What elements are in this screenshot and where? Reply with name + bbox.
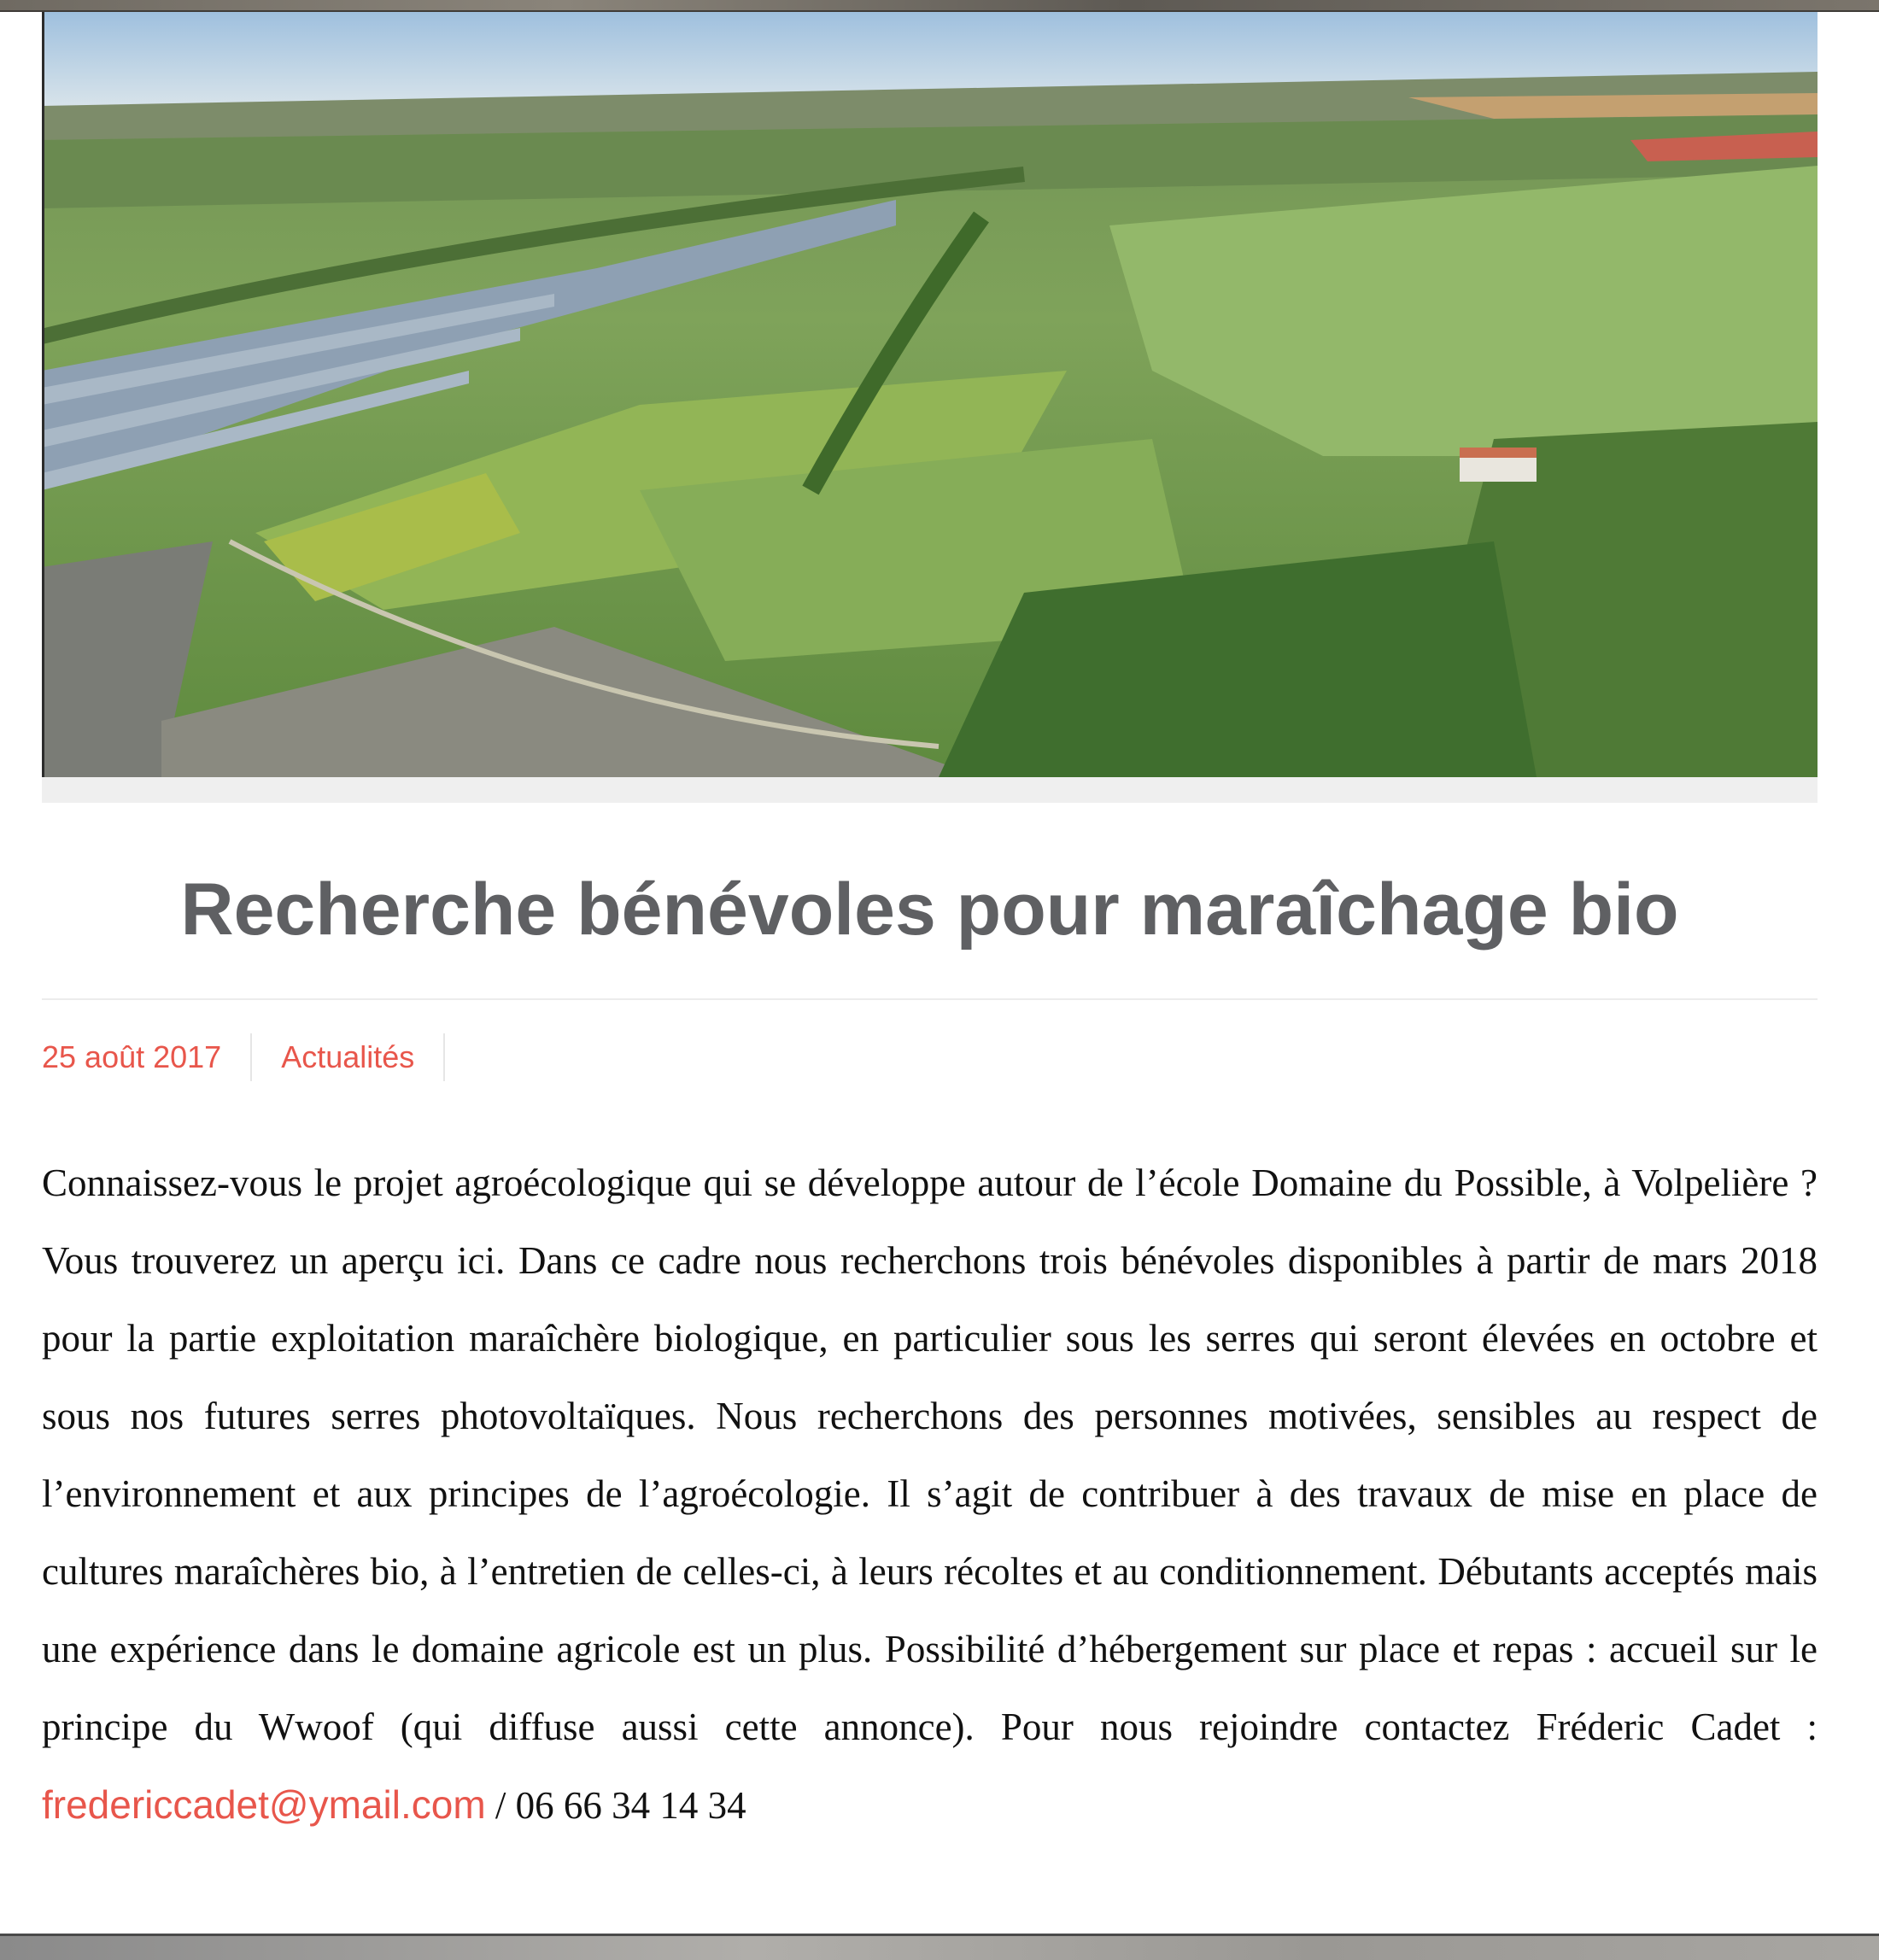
window-frame-bottom (0, 1934, 1879, 1960)
contact-email-link[interactable]: fredericcadet@ymail.com (42, 1782, 486, 1827)
article-category-link[interactable]: Actualités (252, 1033, 445, 1081)
title-divider (42, 998, 1818, 1000)
image-caption-strip (42, 777, 1818, 803)
article-title: Recherche bénévoles pour maraîchage bio (180, 869, 1679, 951)
contact-phone: / 06 66 34 14 34 (485, 1784, 746, 1827)
article-date[interactable]: 25 août 2017 (42, 1033, 252, 1081)
article-body (42, 1144, 1818, 1845)
article-body-text: Connaissez-vous le projet agroécologique qui se développe autour de l’école Domaine du Possible, à Volpelière ? Vous trouverez un aperçu ici. Dans ce cadre nous recherchons trois bénévoles disponibles à partir de mars 2018 pour la partie exploitation maraîchère biologique, en particulier sous les serres qui seront élevées en octobre et sous nos futures serres photovoltaïques. Nous recherchons des personnes motivées, sensibles au respect de l’environnement et aux principes de l’agroécologie. Il s’agit de contribuer à des travaux de mise en place de cultures maraîchères bio, à l’entretien de celles-ci, à leurs récoltes et au conditionnement. Débutants acceptés mais une expérience dans le domaine agricole est un plus. Possibilité d’hébergement sur place et repas : accueil sur le principe du Wwoof (qui diffuse aussi cette annonce). Pour nous rejoindre contactez Fréderic Cadet : (42, 1161, 1818, 1748)
window-frame-top (0, 0, 1879, 12)
article-meta (42, 1032, 445, 1083)
aerial-landscape-image (42, 12, 1818, 777)
article-featured-image (42, 12, 1818, 777)
